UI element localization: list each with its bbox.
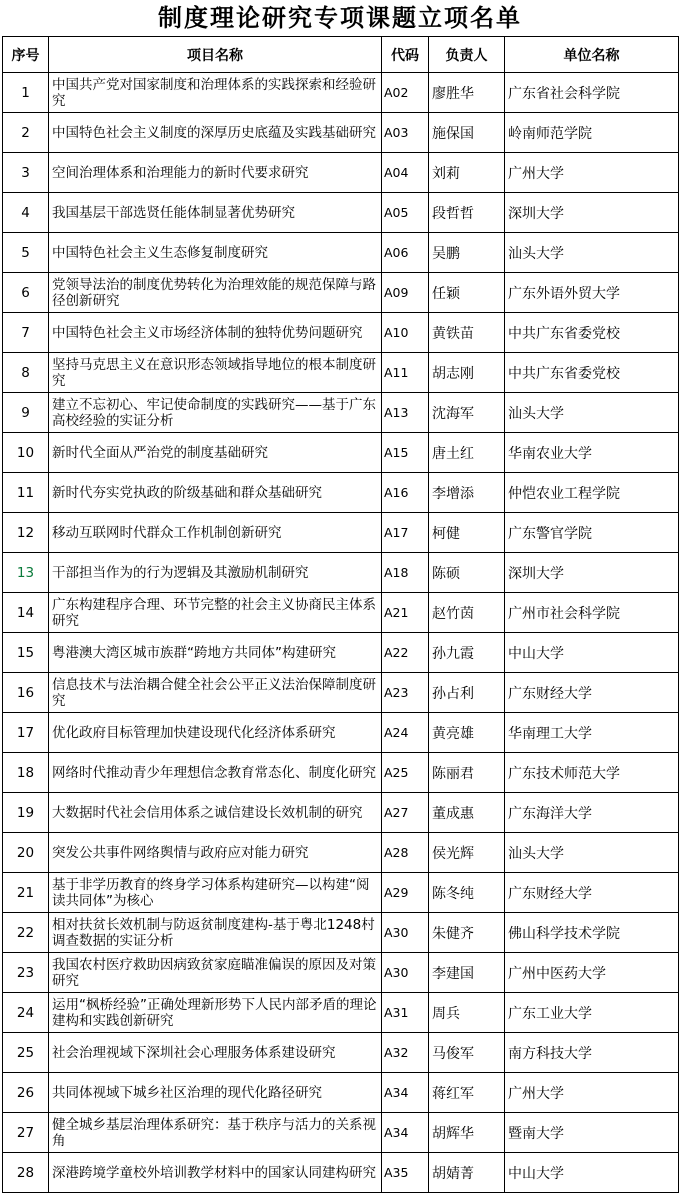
table-row [3,313,679,353]
principal-investigator: 李建国 [429,953,505,993]
row-number: 20 [3,833,49,873]
principal-investigator: 施保国 [429,113,505,153]
table-row [3,873,679,913]
project-code: A28 [382,833,429,873]
institution-name: 广东财经大学 [505,673,679,713]
row-number: 19 [3,793,49,833]
institution-name: 广东省社会科学院 [505,73,679,113]
institution-name: 广州市社会科学院 [505,593,679,633]
row-number: 11 [3,473,49,513]
principal-investigator: 孙占利 [429,673,505,713]
row-number: 18 [3,753,49,793]
institution-name: 广州大学 [505,1073,679,1113]
project-code: A34 [382,1113,429,1153]
row-number: 16 [3,673,49,713]
project-code: A09 [382,273,429,313]
table-row [3,553,679,593]
project-code: A35 [382,1153,429,1193]
project-name: 网络时代推动青少年理想信念教育常态化、制度化研究 [49,753,382,793]
row-number: 7 [3,313,49,353]
table-row [3,633,679,673]
table-row [3,1073,679,1113]
principal-investigator: 胡婧菁 [429,1153,505,1193]
header-code: 代码 [382,37,429,73]
table-row [3,153,679,193]
project-name: 大数据时代社会信用体系之诚信建设长效机制的研究 [49,793,382,833]
principal-investigator: 胡志刚 [429,353,505,393]
institution-name: 佛山科学技术学院 [505,913,679,953]
principal-investigator: 段哲哲 [429,193,505,233]
project-code: A02 [382,73,429,113]
project-name: 坚持马克思主义在意识形态领域指导地位的根本制度研究 [49,353,382,393]
row-number: 13 [3,553,49,593]
principal-investigator: 黄亮雄 [429,713,505,753]
table-body [3,73,679,1193]
row-number: 17 [3,713,49,753]
table-row [3,953,679,993]
header-row [3,37,679,73]
principal-investigator: 周兵 [429,993,505,1033]
table-row [3,193,679,233]
table-row [3,593,679,633]
project-code: A32 [382,1033,429,1073]
row-number: 21 [3,873,49,913]
institution-name: 广东工业大学 [505,993,679,1033]
row-number: 8 [3,353,49,393]
table-row [3,513,679,553]
project-name: 空间治理体系和治理能力的新时代要求研究 [49,153,382,193]
project-name: 我国基层干部选贤任能体制显著优势研究 [49,193,382,233]
project-code: A23 [382,673,429,713]
project-name: 基于非学历教育的终身学习体系构建研究—以构建“阅读共同体”为核心 [49,873,382,913]
table-row [3,73,679,113]
project-code: A04 [382,153,429,193]
institution-name: 华南农业大学 [505,433,679,473]
principal-investigator: 陈硕 [429,553,505,593]
row-number: 4 [3,193,49,233]
project-name: 共同体视域下城乡社区治理的现代化路径研究 [49,1073,382,1113]
project-name: 信息技术与法治耦合健全社会公平正义法治保障制度研究 [49,673,382,713]
institution-name: 深圳大学 [505,553,679,593]
project-code: A34 [382,1073,429,1113]
page-title: 制度理论研究专项课题立项名单 [158,4,522,32]
project-code: A24 [382,713,429,753]
table-row [3,113,679,153]
row-number: 24 [3,993,49,1033]
table-row [3,233,679,273]
principal-investigator: 沈海军 [429,393,505,433]
project-table [2,36,679,1193]
principal-investigator: 马俊军 [429,1033,505,1073]
table-row [3,393,679,433]
institution-name: 汕头大学 [505,393,679,433]
table-row [3,673,679,713]
principal-investigator: 黄铁苗 [429,313,505,353]
table-row [3,753,679,793]
table-row [3,793,679,833]
header-person: 负责人 [429,37,505,73]
institution-name: 广州中医药大学 [505,953,679,993]
project-code: A11 [382,353,429,393]
table-row [3,1153,679,1193]
principal-investigator: 吴鹏 [429,233,505,273]
row-number: 28 [3,1153,49,1193]
project-name: 中国特色社会主义制度的深厚历史底蕴及实践基础研究 [49,113,382,153]
row-number: 1 [3,73,49,113]
project-name: 新时代夯实党执政的阶级基础和群众基础研究 [49,473,382,513]
project-name: 移动互联网时代群众工作机制创新研究 [49,513,382,553]
principal-investigator: 任颖 [429,273,505,313]
project-name: 中国共产党对国家制度和治理体系的实践探索和经验研究 [49,73,382,113]
project-name: 建立不忘初心、牢记使命制度的实践研究——基于广东高校经验的实证分析 [49,393,382,433]
row-number: 22 [3,913,49,953]
institution-name: 广东海洋大学 [505,793,679,833]
project-name: 突发公共事件网络舆情与政府应对能力研究 [49,833,382,873]
project-code: A17 [382,513,429,553]
project-name: 健全城乡基层治理体系研究：基于秩序与活力的关系视角 [49,1113,382,1153]
project-code: A22 [382,633,429,673]
header-no: 序号 [3,37,49,73]
table-row [3,473,679,513]
project-name: 广东构建程序合理、环节完整的社会主义协商民主体系研究 [49,593,382,633]
principal-investigator: 李增添 [429,473,505,513]
project-name: 社会治理视域下深圳社会心理服务体系建设研究 [49,1033,382,1073]
table-row [3,353,679,393]
project-code: A25 [382,753,429,793]
institution-name: 广州大学 [505,153,679,193]
institution-name: 南方科技大学 [505,1033,679,1073]
principal-investigator: 蒋红军 [429,1073,505,1113]
institution-name: 深圳大学 [505,193,679,233]
principal-investigator: 陈丽君 [429,753,505,793]
table-row [3,273,679,313]
institution-name: 华南理工大学 [505,713,679,753]
project-code: A30 [382,913,429,953]
principal-investigator: 赵竹茵 [429,593,505,633]
institution-name: 中山大学 [505,1153,679,1193]
row-number: 10 [3,433,49,473]
principal-investigator: 唐土红 [429,433,505,473]
project-name: 党领导法治的制度优势转化为治理效能的规范保障与路径创新研究 [49,273,382,313]
institution-name: 中共广东省委党校 [505,313,679,353]
project-code: A27 [382,793,429,833]
principal-investigator: 胡辉华 [429,1113,505,1153]
project-code: A06 [382,233,429,273]
project-name: 深港跨境学童校外培训教学材料中的国家认同建构研究 [49,1153,382,1193]
principal-investigator: 孙九霞 [429,633,505,673]
project-name: 我国农村医疗救助因病致贫家庭瞄准偏误的原因及对策研究 [49,953,382,993]
project-name: 运用“枫桥经验”正确处理新形势下人民内部矛盾的理论建构和实践创新研究 [49,993,382,1033]
project-name: 中国特色社会主义市场经济体制的独特优势问题研究 [49,313,382,353]
institution-name: 广东技术师范大学 [505,753,679,793]
institution-name: 中共广东省委党校 [505,353,679,393]
project-code: A16 [382,473,429,513]
row-number: 5 [3,233,49,273]
institution-name: 岭南师范学院 [505,113,679,153]
project-code: A30 [382,953,429,993]
project-name: 干部担当作为的行为逻辑及其激励机制研究 [49,553,382,593]
institution-name: 广东警官学院 [505,513,679,553]
project-name: 优化政府目标管理加快建设现代化经济体系研究 [49,713,382,753]
institution-name: 暨南大学 [505,1113,679,1153]
project-code: A05 [382,193,429,233]
row-number: 3 [3,153,49,193]
row-number: 9 [3,393,49,433]
table-row [3,1113,679,1153]
project-code: A29 [382,873,429,913]
table-row [3,713,679,753]
header-name: 项目名称 [49,37,382,73]
row-number: 2 [3,113,49,153]
project-name: 新时代全面从严治党的制度基础研究 [49,433,382,473]
principal-investigator: 陈冬纯 [429,873,505,913]
principal-investigator: 刘莉 [429,153,505,193]
row-number: 25 [3,1033,49,1073]
project-name: 中国特色社会主义生态修复制度研究 [49,233,382,273]
principal-investigator: 廖胜华 [429,73,505,113]
project-code: A21 [382,593,429,633]
row-number: 6 [3,273,49,313]
row-number: 27 [3,1113,49,1153]
principal-investigator: 董成惠 [429,793,505,833]
institution-name: 广东财经大学 [505,873,679,913]
row-number: 23 [3,953,49,993]
table-row [3,993,679,1033]
institution-name: 广东外语外贸大学 [505,273,679,313]
principal-investigator: 朱健齐 [429,913,505,953]
table-row [3,433,679,473]
row-number: 12 [3,513,49,553]
row-number: 15 [3,633,49,673]
principal-investigator: 柯健 [429,513,505,553]
row-number: 14 [3,593,49,633]
table-row [3,1033,679,1073]
project-code: A18 [382,553,429,593]
project-code: A10 [382,313,429,353]
table-row [3,913,679,953]
header-unit: 单位名称 [505,37,679,73]
principal-investigator: 侯光辉 [429,833,505,873]
institution-name: 汕头大学 [505,833,679,873]
project-code: A15 [382,433,429,473]
project-name: 粤港澳大湾区城市族群“跨地方共同体”构建研究 [49,633,382,673]
row-number: 26 [3,1073,49,1113]
institution-name: 中山大学 [505,633,679,673]
institution-name: 汕头大学 [505,233,679,273]
project-code: A03 [382,113,429,153]
institution-name: 仲恺农业工程学院 [505,473,679,513]
project-code: A13 [382,393,429,433]
project-name: 相对扶贫长效机制与防返贫制度建构-基于粤北1248村调查数据的实证分析 [49,913,382,953]
table-row [3,833,679,873]
project-code: A31 [382,993,429,1033]
